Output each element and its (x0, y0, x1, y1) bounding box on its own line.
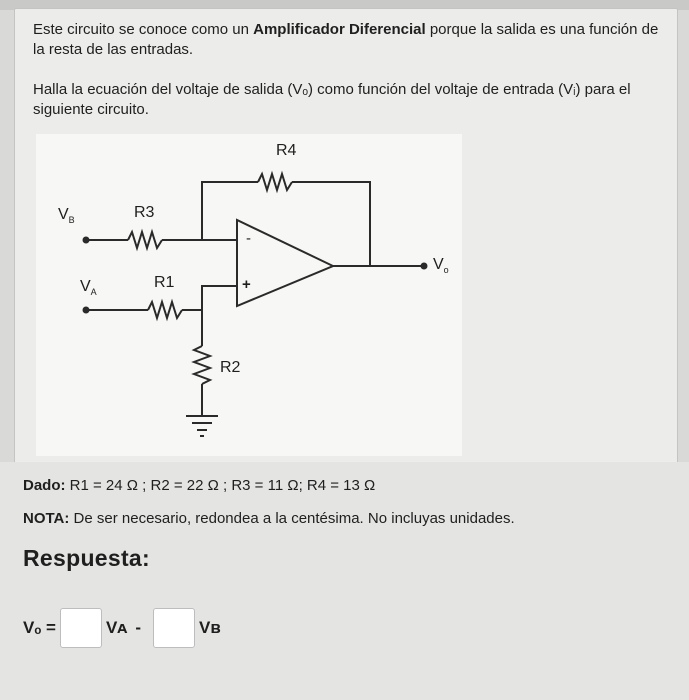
label-vo: $V_o$ (433, 256, 449, 276)
minus-sign: - (135, 618, 141, 637)
label-r4: R4 (276, 142, 297, 159)
noninv-wire (182, 286, 237, 310)
given-values: Dado: R1 = 24 Ω ; R2 = 22 Ω ; R3 = 11 Ω; R4 = 13 Ω (23, 477, 376, 494)
r1-resistor (148, 302, 182, 318)
answer-equation (23, 608, 221, 648)
op-amp (237, 220, 333, 306)
label-vb: $V_B$ (58, 206, 75, 226)
note-text: NOTA: De ser necesario, redondea a la centésima. No incluyas unidades. (23, 510, 515, 527)
question-text: Halla la ecuación del voltaje de salida (Vₒ) como función del voltaje de entrada (Vᵢ) para el siguiente circuito. (33, 81, 631, 118)
answer-input-vb-coefficient[interactable] (153, 608, 195, 648)
vb-symbol: Vʙ (198, 618, 221, 637)
circuit-diagram (36, 134, 462, 456)
label-r1: R1 (154, 274, 175, 291)
respuesta-heading: Respuesta: (23, 545, 150, 571)
intro-bold: Amplificador Diferencial (253, 21, 426, 38)
label-r2: R2 (220, 359, 241, 376)
vb-terminal (83, 237, 90, 244)
label-r3: R3 (134, 204, 155, 221)
label-va: $V_A$ (80, 278, 97, 298)
r3-resistor (128, 232, 162, 248)
intro-text: Este circuito se conoce como un Amplificador Diferencial porque la salida es una función de la resta de las entradas. (33, 21, 659, 58)
va-symbol: Vᴀ (105, 618, 128, 637)
vo-terminal (421, 263, 428, 270)
answer-section (0, 462, 689, 700)
r4-resistor (258, 174, 292, 190)
r2-resistor (194, 346, 210, 384)
answer-input-va-coefficient[interactable] (60, 608, 102, 648)
ground-symbol (186, 416, 218, 436)
op-amp-minus: - (246, 230, 251, 247)
va-terminal (83, 307, 90, 314)
op-amp-plus: + (242, 276, 251, 293)
vo-equals: Vₒ = (23, 618, 56, 637)
feedback-wire-right (292, 182, 370, 266)
